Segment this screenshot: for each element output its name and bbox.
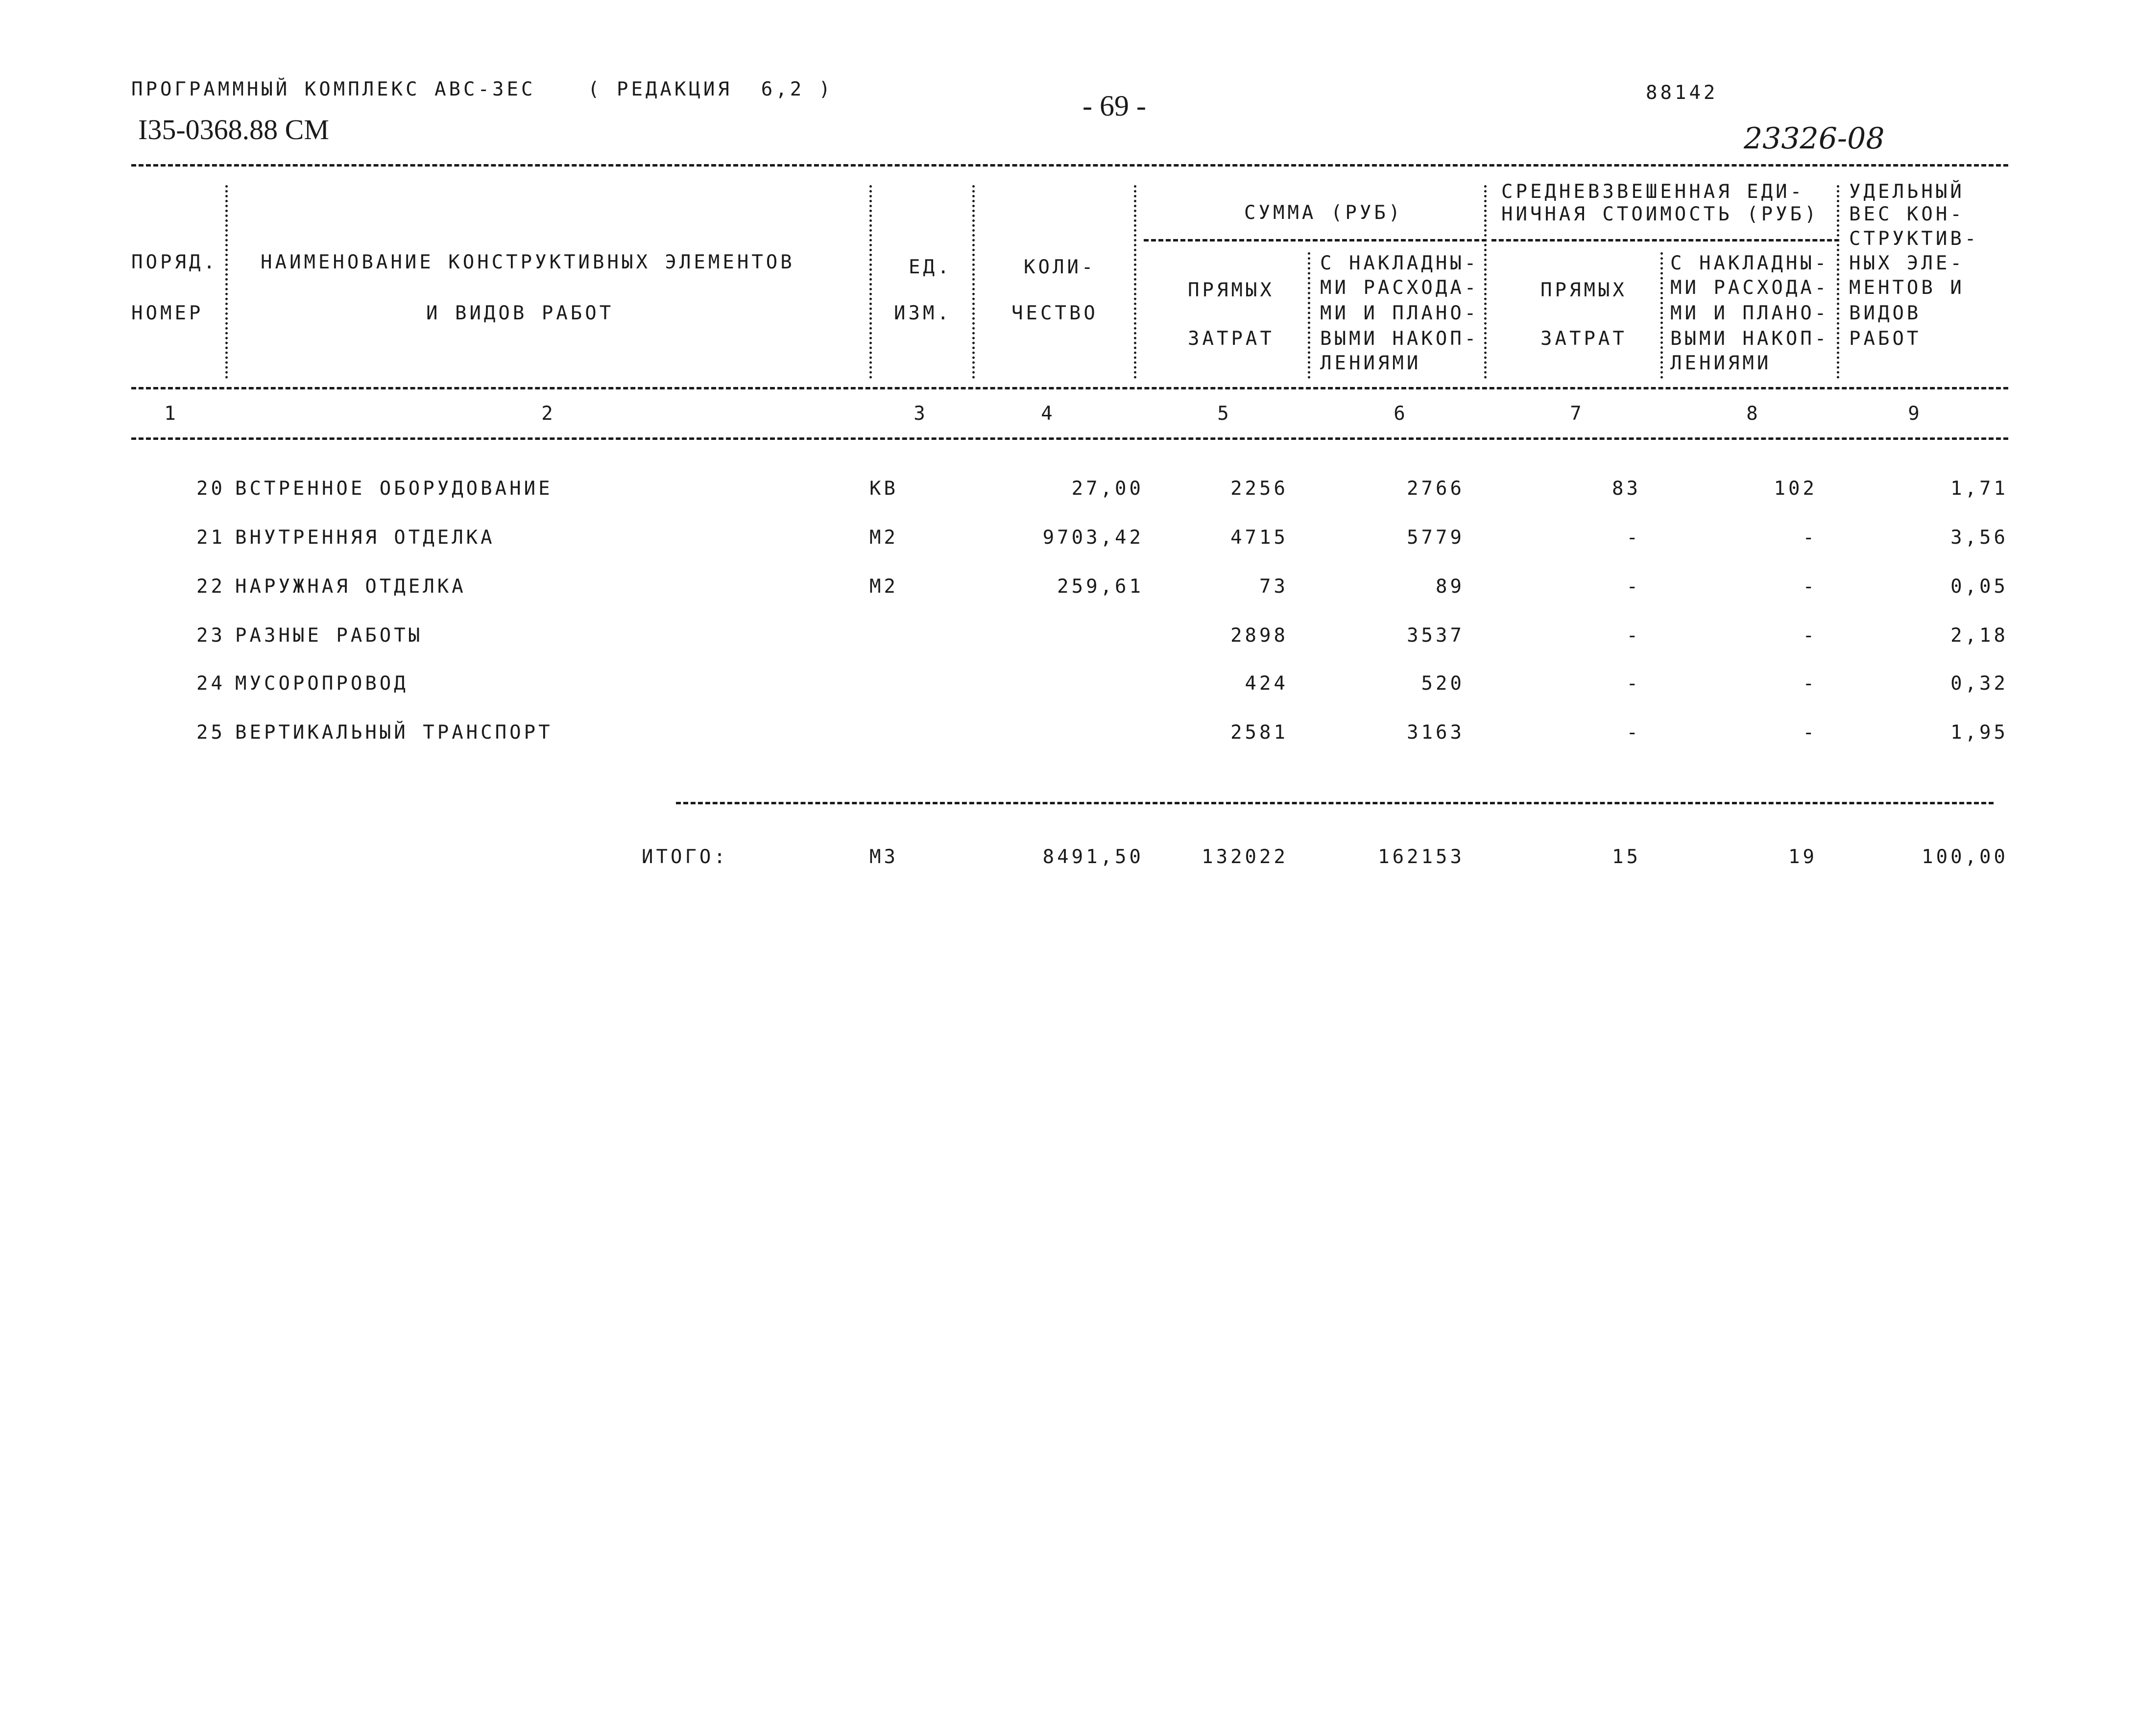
row-name: ВЕРТИКАЛЬНЫЙ ТРАНСПОРТ <box>235 722 553 744</box>
row-name: ВСТРЕННОЕ ОБОРУДОВАНИЕ <box>235 478 553 500</box>
col-header-avg-overhead-5: ЛЕНИЯМИ <box>1670 352 1772 374</box>
column-number: 1 <box>164 403 179 425</box>
row-avg-overhead: - <box>1803 527 1817 549</box>
row-overhead-cost: 2766 <box>1407 478 1465 500</box>
row-avg-direct: - <box>1626 673 1641 695</box>
total-direct-cost: 132022 <box>1202 846 1288 868</box>
row-overhead-cost: 3537 <box>1407 625 1465 647</box>
col-header-sum-group: СУММА (РУБ) <box>1244 202 1403 224</box>
column-number: 8 <box>1746 403 1761 425</box>
column-numbers-rule <box>131 437 2008 440</box>
row-overhead-cost: 520 <box>1421 673 1465 695</box>
page-number: - 69 - <box>1082 90 1146 122</box>
row-overhead-cost: 3163 <box>1407 722 1465 744</box>
column-separator <box>869 185 872 379</box>
sum-group-rule <box>1144 239 1487 241</box>
document-code: I35-0368.88 СМ <box>138 114 329 145</box>
row-overhead-cost: 89 <box>1436 576 1465 598</box>
total-avg-direct: 15 <box>1612 846 1641 868</box>
row-direct-cost: 2898 <box>1230 625 1288 647</box>
row-direct-cost: 2256 <box>1230 478 1288 500</box>
col-header-avg-direct-2: ЗАТРАТ <box>1540 328 1627 350</box>
total-overhead-cost: 162153 <box>1378 846 1465 868</box>
total-label: ИТОГО: <box>642 846 728 868</box>
col-header-order-number: ПОРЯД. <box>131 251 218 273</box>
column-separator <box>1308 252 1310 379</box>
col-header-avg-overhead: С НАКЛАДНЫ- <box>1670 252 1829 274</box>
row-share: 1,95 <box>1950 722 2008 744</box>
row-avg-overhead: - <box>1803 576 1817 598</box>
row-share: 0,05 <box>1950 576 2008 598</box>
col-header-overhead: С НАКЛАДНЫ- <box>1320 252 1479 274</box>
col-header-avg-group-2: НИЧНАЯ СТОИМОСТЬ (РУБ) <box>1501 203 1819 225</box>
column-separator <box>1134 185 1136 379</box>
col-header-unit: ЕД. <box>909 256 952 278</box>
col-header-quantity: КОЛИ- <box>1024 256 1096 278</box>
total-share: 100,00 <box>1922 846 2008 868</box>
col-header-avg-group: СРЕДНЕВЗВЕШЕННАЯ ЕДИ- <box>1501 181 1805 203</box>
row-name: НАРУЖНАЯ ОТДЕЛКА <box>235 576 466 598</box>
row-direct-cost: 73 <box>1259 576 1288 598</box>
col-header-avg-direct: ПРЯМЫХ <box>1540 279 1627 301</box>
row-avg-overhead: 102 <box>1774 478 1817 500</box>
column-number: 5 <box>1217 403 1232 425</box>
col-header-share-5: МЕНТОВ И <box>1849 277 1965 299</box>
row-number: 23 <box>196 625 225 647</box>
col-header-share: УДЕЛЬНЫЙ <box>1849 181 1965 203</box>
col-header-overhead-3: МИ И ПЛАНО- <box>1320 302 1479 324</box>
row-quantity: 9703,42 <box>1042 527 1144 549</box>
row-number: 25 <box>196 722 225 744</box>
row-avg-overhead: - <box>1803 673 1817 695</box>
row-avg-overhead: - <box>1803 722 1817 744</box>
row-direct-cost: 2581 <box>1230 722 1288 744</box>
row-name: РАЗНЫЕ РАБОТЫ <box>235 625 423 647</box>
row-avg-overhead: - <box>1803 625 1817 647</box>
row-avg-direct: - <box>1626 722 1641 744</box>
col-header-direct-2: ЗАТРАТ <box>1188 328 1274 350</box>
edition-label: ( РЕДАКЦИЯ 6,2 ) <box>588 78 834 100</box>
row-number: 21 <box>196 527 225 549</box>
total-quantity: 8491,50 <box>1042 846 1144 868</box>
column-number: 9 <box>1908 403 1923 425</box>
avg-group-rule <box>1491 239 1839 241</box>
col-header-overhead-5: ЛЕНИЯМИ <box>1320 352 1421 374</box>
row-avg-direct: - <box>1626 527 1641 549</box>
row-share: 3,56 <box>1950 527 2008 549</box>
table-top-rule <box>131 164 2008 167</box>
row-overhead-cost: 5779 <box>1407 527 1465 549</box>
col-header-share-7: РАБОТ <box>1849 328 1922 350</box>
column-separator <box>225 185 228 379</box>
document-number: 88142 <box>1646 82 1718 104</box>
col-header-share-3: СТРУКТИВ- <box>1849 228 1979 250</box>
row-avg-direct: - <box>1626 576 1641 598</box>
col-header-order-number-2: НОМЕР <box>131 302 204 324</box>
row-unit: М2 <box>869 576 898 598</box>
row-name: ВНУТРЕННЯЯ ОТДЕЛКА <box>235 527 495 549</box>
col-header-direct: ПРЯМЫХ <box>1188 279 1274 301</box>
col-header-share-6: ВИДОВ <box>1849 302 1922 324</box>
row-number: 20 <box>196 478 225 500</box>
col-header-quantity-2: ЧЕСТВО <box>1011 302 1098 324</box>
col-header-name-2: И ВИДОВ РАБОТ <box>426 302 614 324</box>
column-separator <box>1484 185 1487 379</box>
column-number: 4 <box>1041 403 1056 425</box>
row-direct-cost: 4715 <box>1230 527 1288 549</box>
col-header-unit-2: ИЗМ. <box>894 302 952 324</box>
header-bottom-rule <box>131 387 2008 389</box>
column-number: 3 <box>914 403 928 425</box>
row-avg-direct: 83 <box>1612 478 1641 500</box>
row-direct-cost: 424 <box>1245 673 1288 695</box>
column-number: 7 <box>1570 403 1585 425</box>
col-header-overhead-4: ВЫМИ НАКОП- <box>1320 328 1479 350</box>
row-number: 22 <box>196 576 225 598</box>
col-header-avg-overhead-2: МИ РАСХОДА- <box>1670 277 1829 299</box>
column-separator <box>972 185 975 379</box>
col-header-share-2: ВЕС КОН- <box>1849 203 1965 225</box>
row-share: 0,32 <box>1950 673 2008 695</box>
total-unit: М3 <box>869 846 898 868</box>
row-unit: М2 <box>869 527 898 549</box>
row-number: 24 <box>196 673 225 695</box>
handwritten-number: 23326-08 <box>1744 121 1885 156</box>
col-header-overhead-2: МИ РАСХОДА- <box>1320 277 1479 299</box>
total-avg-overhead: 19 <box>1788 846 1817 868</box>
row-share: 1,71 <box>1950 478 2008 500</box>
row-share: 2,18 <box>1950 625 2008 647</box>
column-separator <box>1837 185 1839 379</box>
column-separator <box>1660 252 1663 379</box>
program-name: ПРОГРАММНЫЙ КОМПЛЕКС АВС-3ЕС <box>131 78 536 100</box>
col-header-share-4: НЫХ ЭЛЕ- <box>1849 252 1965 274</box>
column-number: 6 <box>1394 403 1408 425</box>
col-header-avg-overhead-3: МИ И ПЛАНО- <box>1670 302 1829 324</box>
col-header-avg-overhead-4: ВЫМИ НАКОП- <box>1670 328 1829 350</box>
row-quantity: 27,00 <box>1071 478 1144 500</box>
row-name: МУСОРОПРОВОД <box>235 673 409 695</box>
row-quantity: 259,61 <box>1057 576 1144 598</box>
column-number: 2 <box>541 403 556 425</box>
row-unit: КВ <box>869 478 898 500</box>
total-rule <box>676 802 1994 804</box>
col-header-name: НАИМЕНОВАНИЕ КОНСТРУКТИВНЫХ ЭЛЕМЕНТОВ <box>261 251 795 273</box>
row-avg-direct: - <box>1626 625 1641 647</box>
